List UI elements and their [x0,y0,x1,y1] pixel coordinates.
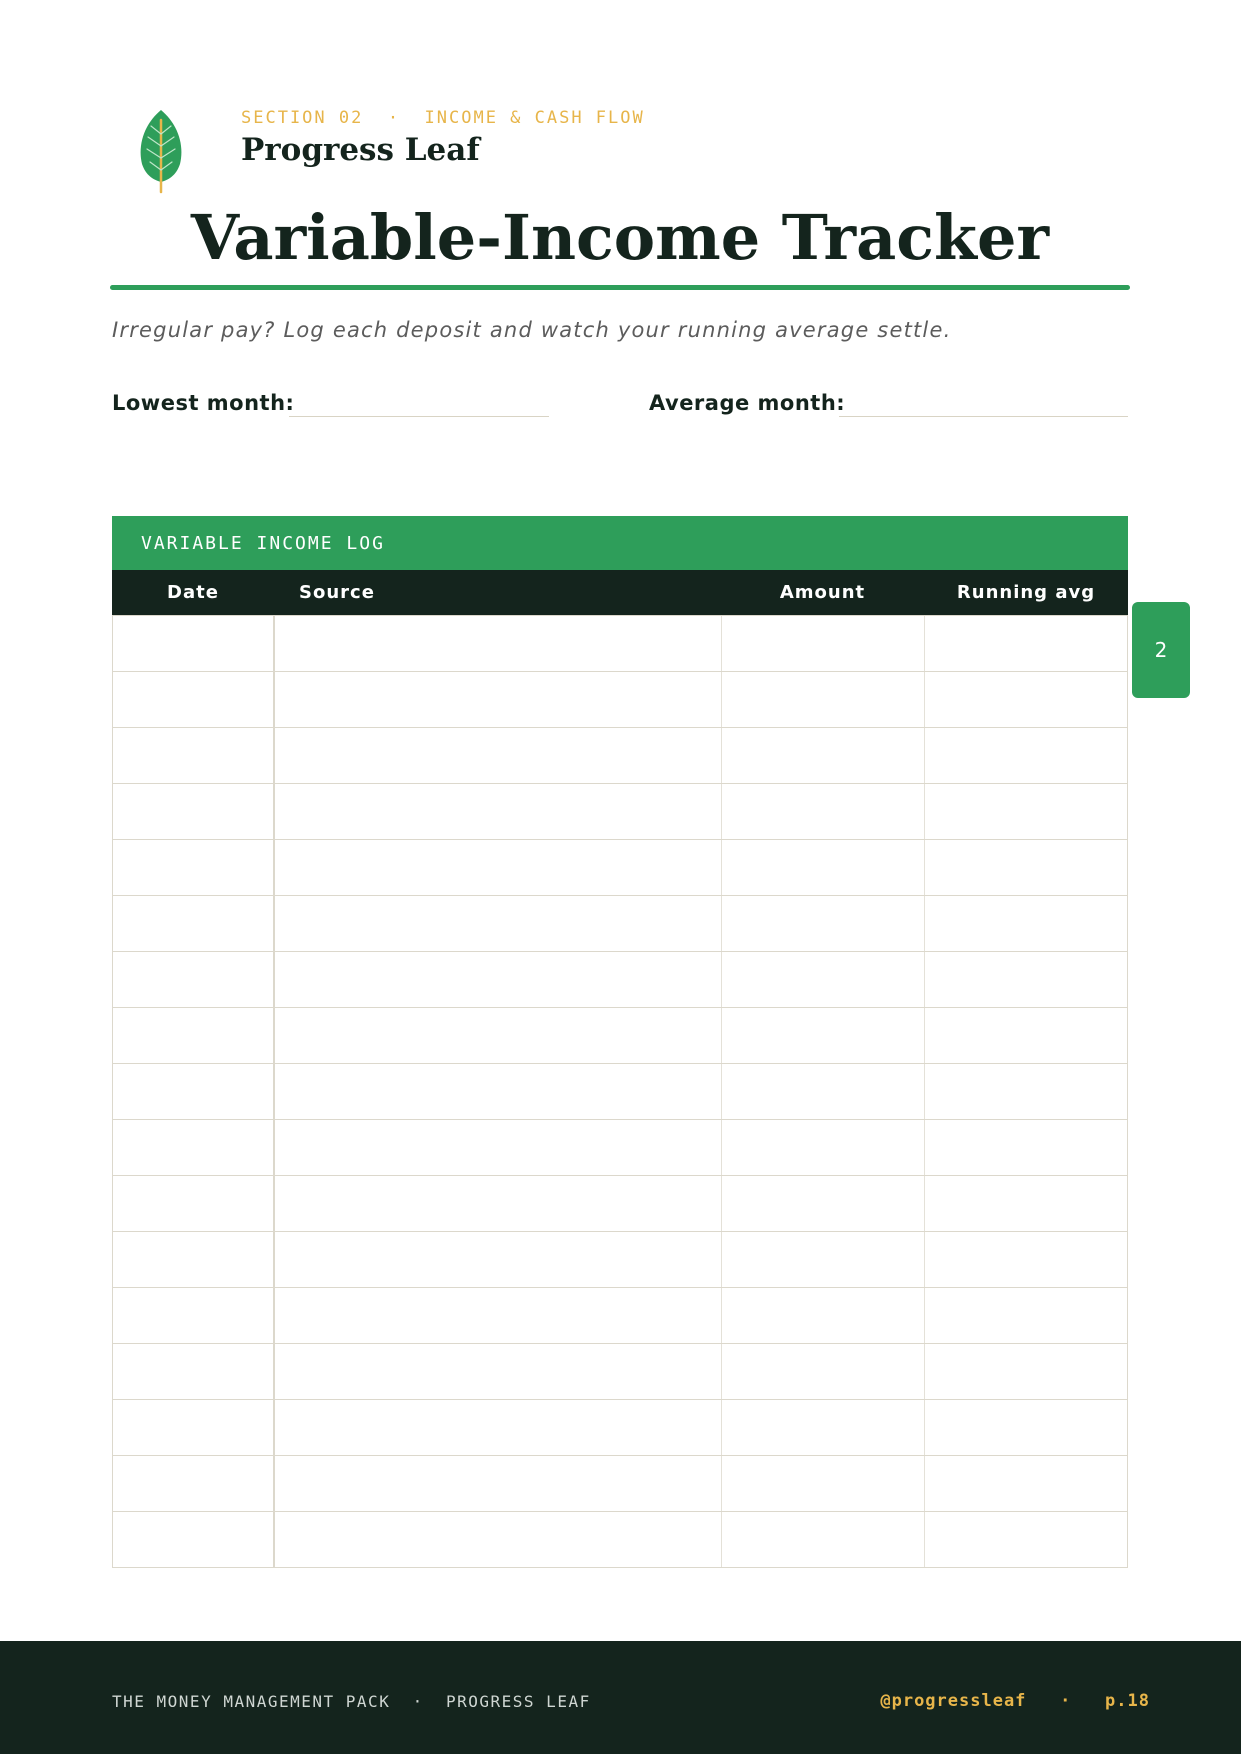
source-cell[interactable] [275,728,722,783]
amount-cell[interactable] [722,952,925,1007]
page-subtitle: Irregular pay? Log each deposit and watch your running average settle. [112,318,952,342]
amount-cell[interactable] [722,840,925,895]
title-divider [110,285,1130,290]
date-cell[interactable] [113,784,275,839]
running-avg-cell[interactable] [925,1176,1127,1231]
running-avg-cell[interactable] [925,1288,1127,1343]
amount-cell[interactable] [722,1288,925,1343]
running-avg-cell[interactable] [925,616,1127,671]
amount-cell[interactable] [722,1512,925,1567]
source-cell[interactable] [275,1344,722,1399]
table-row [113,1287,1127,1343]
date-cell[interactable] [113,1400,275,1455]
running-avg-cell[interactable] [925,1344,1127,1399]
amount-cell[interactable] [722,1344,925,1399]
date-cell[interactable] [113,1120,275,1175]
running-avg-cell[interactable] [925,896,1127,951]
brand-name: Progress Leaf [241,132,480,168]
footer [0,1641,1241,1754]
running-avg-cell[interactable] [925,1008,1127,1063]
date-cell[interactable] [113,1512,275,1567]
source-cell[interactable] [275,1288,722,1343]
date-cell[interactable] [113,1176,275,1231]
running-avg-cell[interactable] [925,952,1127,1007]
source-cell[interactable] [275,1008,722,1063]
date-cell[interactable] [113,728,275,783]
amount-cell[interactable] [722,616,925,671]
amount-cell[interactable] [722,896,925,951]
running-avg-cell[interactable] [925,1400,1127,1455]
table-row [113,783,1127,839]
source-cell[interactable] [275,1064,722,1119]
table-row [113,1119,1127,1175]
table-row [113,1343,1127,1399]
date-cell[interactable] [113,1456,275,1511]
table-row [113,895,1127,951]
running-avg-cell[interactable] [925,1120,1127,1175]
amount-cell[interactable] [722,1176,925,1231]
footer-pack-title: THE MONEY MANAGEMENT PACK · PROGRESS LEAF [112,1692,591,1711]
lowest-month-label: Lowest month: [112,391,295,415]
lowest-month-field[interactable] [289,416,549,417]
table-row [113,951,1127,1007]
amount-cell[interactable] [722,1120,925,1175]
amount-cell[interactable] [722,1008,925,1063]
date-cell[interactable] [113,896,275,951]
running-avg-cell[interactable] [925,1064,1127,1119]
source-cell[interactable] [275,1512,722,1567]
source-cell[interactable] [275,1120,722,1175]
income-log-table [112,516,1128,1568]
running-avg-cell[interactable] [925,672,1127,727]
source-cell[interactable] [275,616,722,671]
date-cell[interactable] [113,1064,275,1119]
source-cell[interactable] [275,896,722,951]
running-avg-cell[interactable] [925,1512,1127,1567]
table-row [113,615,1127,671]
table-row [113,1231,1127,1287]
date-cell[interactable] [113,1008,275,1063]
table-row [113,1399,1127,1455]
source-cell[interactable] [275,784,722,839]
table-row [113,1063,1127,1119]
source-cell[interactable] [275,952,722,1007]
running-avg-cell[interactable] [925,728,1127,783]
log-header-row [112,570,1128,615]
table-row [113,839,1127,895]
date-cell[interactable] [113,672,275,727]
source-cell[interactable] [275,1232,722,1287]
average-month-label: Average month: [649,391,846,415]
page-tab[interactable]: 2 [1132,602,1190,698]
running-avg-cell[interactable] [925,784,1127,839]
table-row [113,727,1127,783]
amount-cell[interactable] [722,1064,925,1119]
column-header-source: Source [299,582,375,603]
footer-handle-page: @progressleaf · p.18 [880,1691,1150,1711]
date-cell[interactable] [113,616,275,671]
date-cell[interactable] [113,1232,275,1287]
log-body [112,615,1128,1568]
running-avg-cell[interactable] [925,1456,1127,1511]
source-cell[interactable] [275,1176,722,1231]
source-cell[interactable] [275,1456,722,1511]
table-row [113,671,1127,727]
table-row [113,1511,1127,1567]
amount-cell[interactable] [722,1232,925,1287]
column-header-amount: Amount [779,582,866,603]
running-avg-cell[interactable] [925,1232,1127,1287]
date-cell[interactable] [113,952,275,1007]
date-cell[interactable] [113,1288,275,1343]
date-cell[interactable] [113,1344,275,1399]
source-cell[interactable] [275,1400,722,1455]
amount-cell[interactable] [722,1456,925,1511]
date-cell[interactable] [113,840,275,895]
table-row [113,1455,1127,1511]
table-row [113,1007,1127,1063]
section-eyebrow: SECTION 02 · INCOME & CASH FLOW [241,108,645,128]
column-header-date: Date [167,582,219,603]
amount-cell[interactable] [722,728,925,783]
amount-cell[interactable] [722,784,925,839]
amount-cell[interactable] [722,1400,925,1455]
average-month-field[interactable] [839,416,1128,417]
amount-cell[interactable] [722,672,925,727]
running-avg-cell[interactable] [925,840,1127,895]
source-cell[interactable] [275,672,722,727]
log-banner: VARIABLE INCOME LOG [112,516,1128,570]
source-cell[interactable] [275,840,722,895]
column-header-running-avg: Running avg [956,582,1096,603]
page-title: Variable-Income Tracker [190,201,1050,274]
table-row [113,1175,1127,1231]
leaf-icon [136,108,186,194]
